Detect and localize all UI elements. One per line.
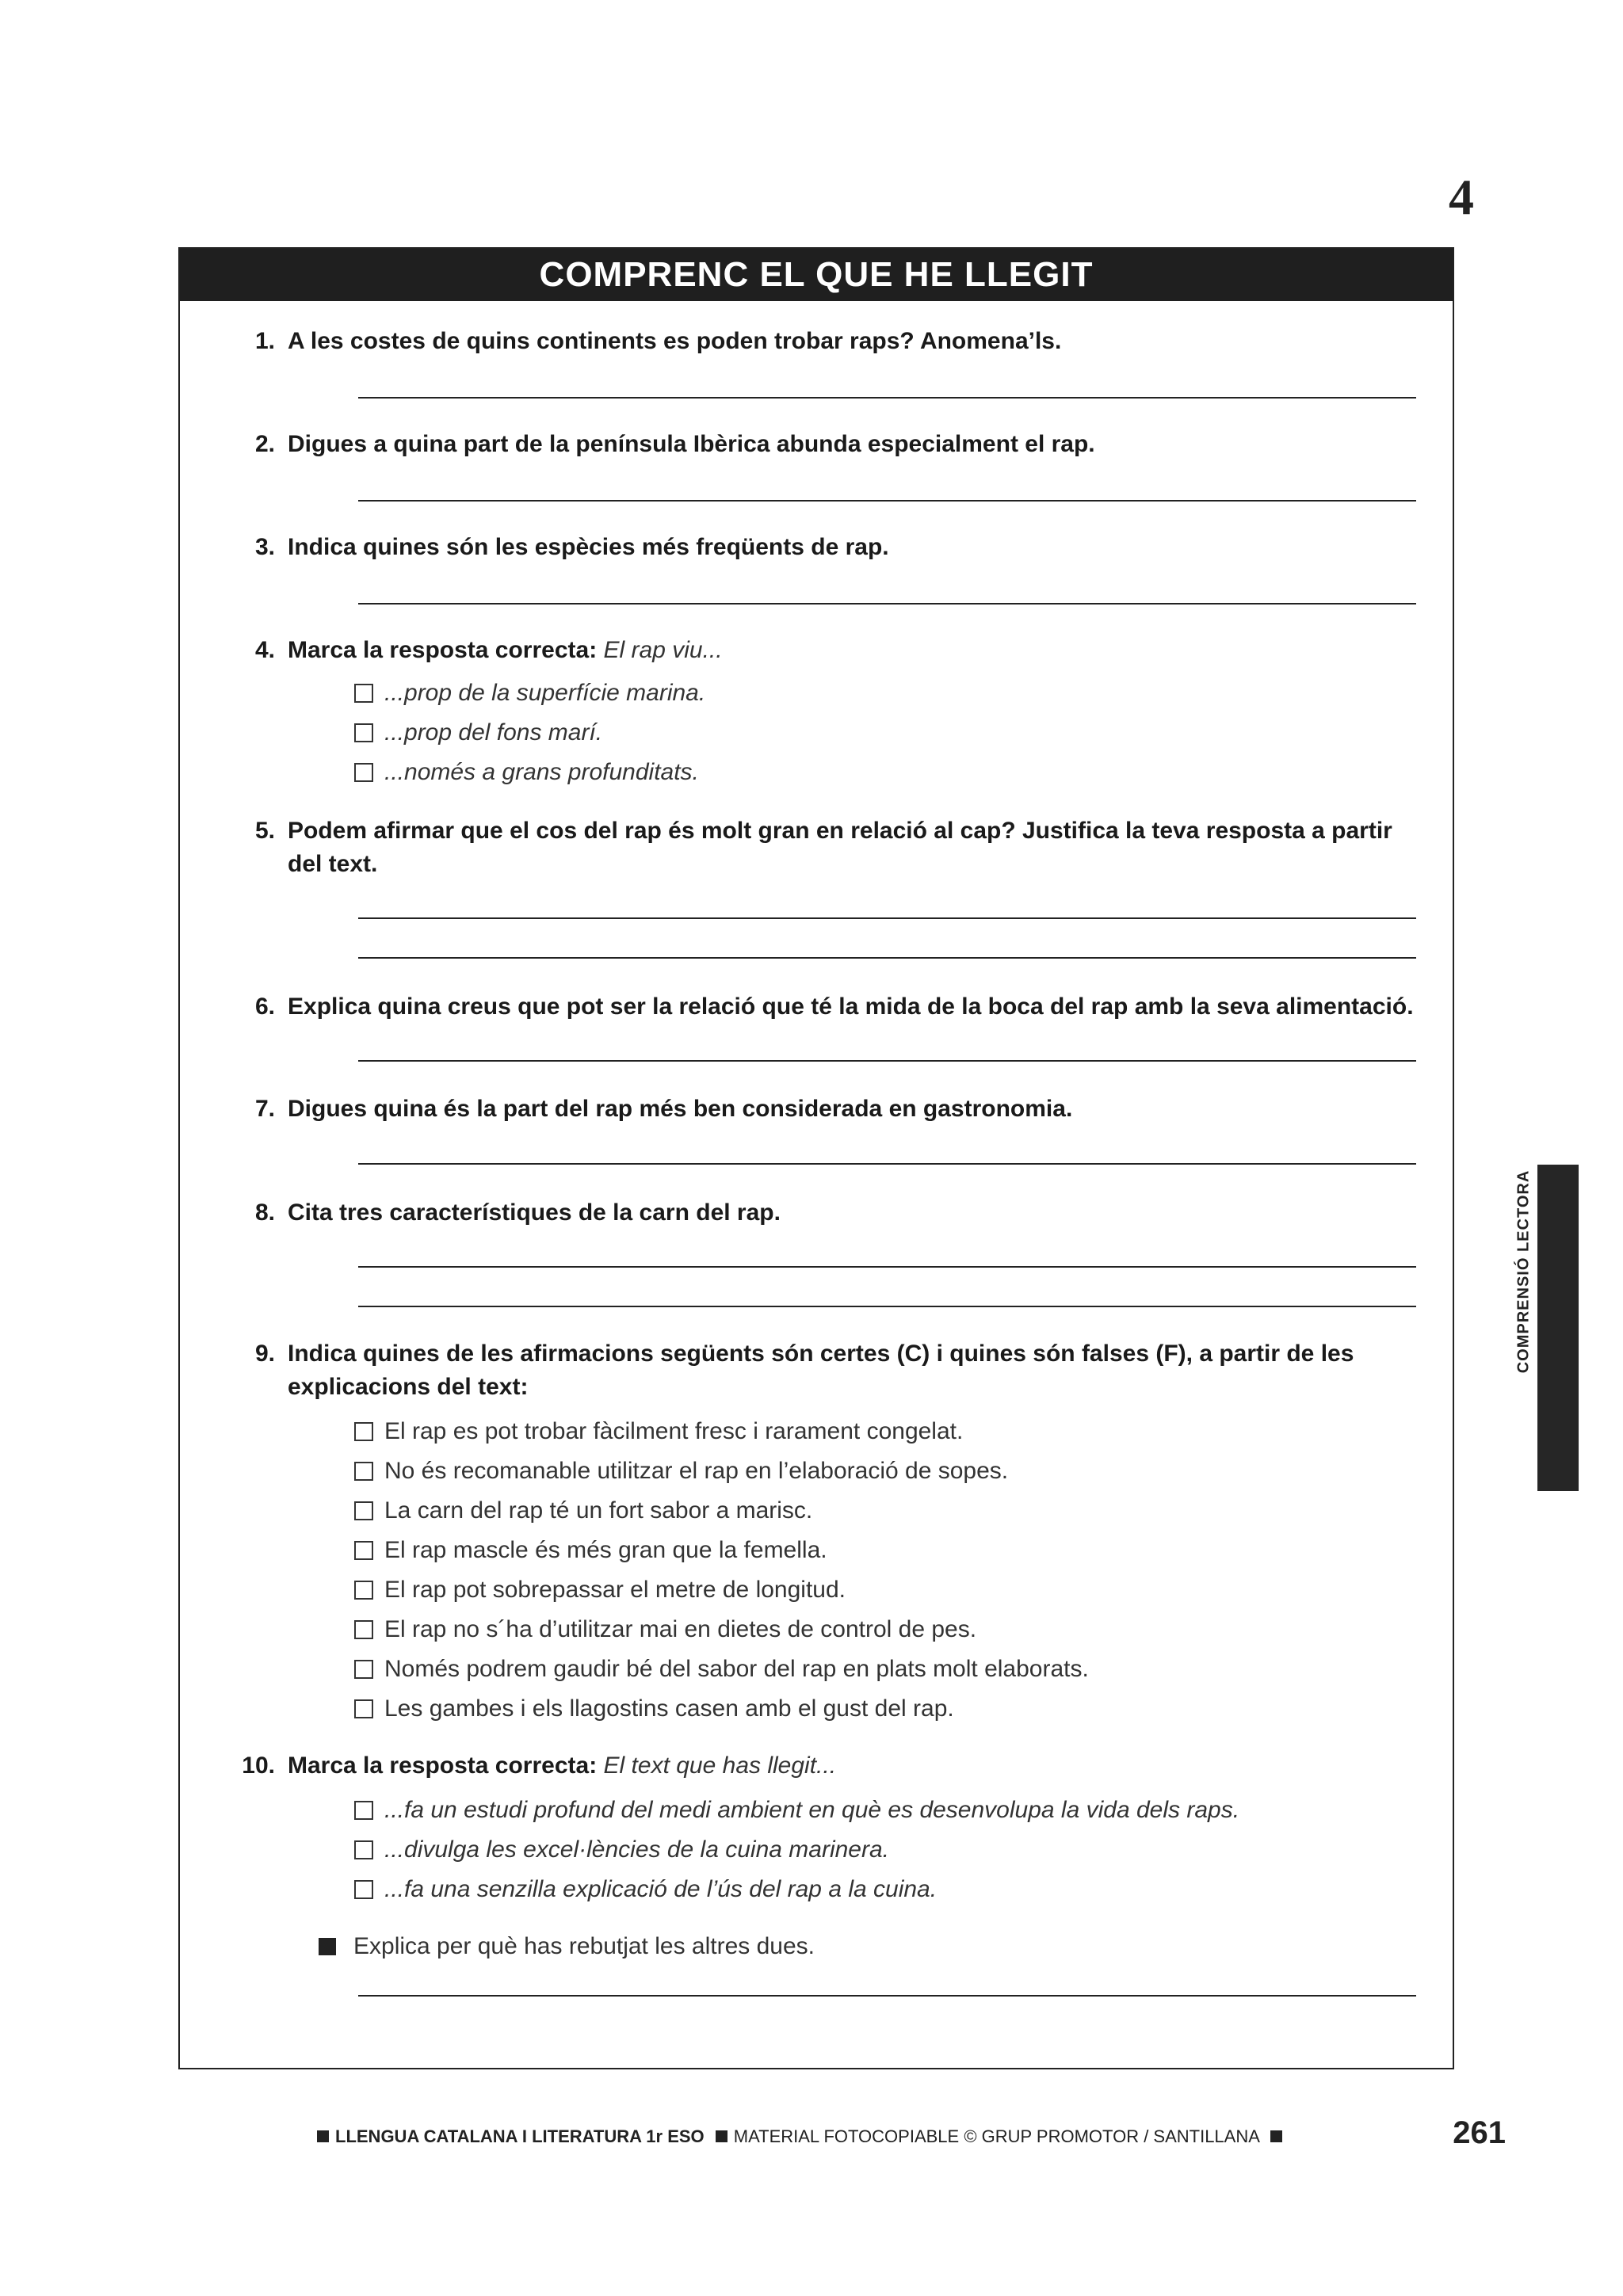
question-text: Indica quines de les afirmacions següents són certes (C) i quines són falses (F), a partir de les explicacions del text:	[288, 1341, 1354, 1400]
question-number: 5.	[254, 818, 275, 844]
option-label: ...prop del fons marí.	[384, 719, 603, 746]
side-tab	[1537, 1165, 1579, 1491]
answer-line[interactable]	[358, 1995, 1416, 1997]
checkbox-icon[interactable]	[354, 1880, 373, 1899]
question-number: 3.	[254, 534, 275, 560]
option-label: ...divulga les excel·lències de la cuina marinera.	[384, 1836, 889, 1863]
question-4	[212, 634, 1432, 667]
question-text: Marca la resposta correcta:	[288, 637, 598, 663]
option-label: El rap no s´ha d’utilitzar mai en dietes de control de pes.	[384, 1616, 977, 1642]
option-checkbox[interactable]	[354, 677, 705, 710]
followup-text: Explica per què has rebutjat les altres dues.	[353, 1933, 815, 1959]
unit-number: 4	[1449, 169, 1474, 225]
question-2	[212, 428, 1432, 461]
checkbox-icon[interactable]	[354, 763, 373, 782]
worksheet-frame	[178, 247, 1454, 2069]
answer-line[interactable]	[358, 1060, 1416, 1062]
section-title: COMPRENC EL QUE HE LLEGIT	[180, 249, 1453, 301]
question-prompt: El rap viu...	[603, 637, 723, 663]
question-6	[212, 990, 1432, 1024]
question-number: 6.	[254, 994, 275, 1020]
footer-book-title: LLENGUA CATALANA I LITERATURA 1r ESO	[335, 2126, 705, 2146]
question-text: Marca la resposta correcta:	[288, 1753, 598, 1779]
question-7	[212, 1093, 1432, 1126]
answer-line[interactable]	[358, 500, 1416, 502]
checkbox-icon[interactable]	[354, 1422, 373, 1441]
checkbox-icon[interactable]	[354, 1501, 373, 1520]
footer	[317, 2125, 1289, 2149]
option-label: Les gambes i els llagostins casen amb el gust del rap.	[384, 1695, 954, 1722]
square-bullet-icon	[1270, 2130, 1282, 2142]
square-bullet-icon	[716, 2130, 727, 2142]
option-label: La carn del rap té un fort sabor a marisc.	[384, 1497, 813, 1524]
side-label-text: COMPRENSIÓ LECTORA	[1514, 1169, 1533, 1374]
checkbox-icon[interactable]	[354, 723, 373, 742]
checkbox-icon[interactable]	[354, 1660, 373, 1679]
checkbox-icon[interactable]	[354, 684, 373, 703]
option-checkbox[interactable]	[354, 1573, 846, 1607]
question-prompt: El text que has llegit...	[603, 1753, 837, 1779]
checkbox-icon[interactable]	[354, 1620, 373, 1639]
question-number: 10.	[242, 1753, 275, 1779]
option-label: ...fa una senzilla explicació de l’ús del rap a la cuina.	[384, 1876, 938, 1902]
answer-line[interactable]	[358, 603, 1416, 605]
question-number: 9.	[254, 1341, 275, 1367]
question-text: Explica quina creus que pot ser la relació que té la mida de la boca del rap amb la seva alimentació.	[288, 994, 1414, 1020]
question-9	[212, 1337, 1432, 1404]
checkbox-icon[interactable]	[354, 1840, 373, 1859]
question-1	[212, 325, 1432, 358]
question-text: Podem afirmar que el cos del rap és molt gran en relació al cap? Justifica la teva resposta a partir del text.	[288, 818, 1392, 877]
answer-line[interactable]	[358, 397, 1416, 399]
option-label: ...prop de la superfície marina.	[384, 680, 706, 706]
option-checkbox[interactable]	[354, 716, 602, 749]
question-text: Cita tres característiques de la carn del rap.	[288, 1199, 781, 1226]
footer-copyright: MATERIAL FOTOCOPIABLE © GRUP PROMOTOR / SANTILLANA	[733, 2126, 1259, 2146]
question-8	[212, 1196, 1432, 1230]
option-checkbox[interactable]	[354, 1794, 1239, 1827]
question-3	[212, 531, 1432, 564]
answer-line[interactable]	[358, 1306, 1416, 1307]
option-checkbox[interactable]	[354, 1873, 937, 1906]
option-checkbox[interactable]	[354, 1613, 976, 1646]
answer-line[interactable]	[358, 957, 1416, 959]
question-number: 2.	[254, 431, 275, 457]
option-label: El rap es pot trobar fàcilment fresc i rarament congelat.	[384, 1418, 964, 1444]
option-checkbox[interactable]	[354, 1653, 1089, 1686]
side-label	[1516, 1165, 1532, 1379]
page-number: 261	[1453, 2115, 1506, 2150]
question-number: 8.	[254, 1199, 275, 1226]
question-number: 1.	[254, 328, 275, 354]
checkbox-icon[interactable]	[354, 1801, 373, 1820]
checkbox-icon[interactable]	[354, 1581, 373, 1600]
answer-line[interactable]	[358, 917, 1416, 919]
option-checkbox[interactable]	[354, 1494, 812, 1527]
followup-prompt	[319, 1930, 815, 1963]
question-text: Indica quines són les espècies més freqüents de rap.	[288, 534, 889, 560]
option-label: El rap mascle és més gran que la femella.	[384, 1537, 827, 1563]
option-checkbox[interactable]	[354, 1455, 1008, 1488]
answer-line[interactable]	[358, 1266, 1416, 1268]
option-checkbox[interactable]	[354, 1833, 889, 1867]
checkbox-icon[interactable]	[354, 1462, 373, 1481]
question-5	[212, 814, 1432, 881]
option-checkbox[interactable]	[354, 756, 699, 789]
option-label: Només podrem gaudir bé del sabor del rap en plats molt elaborats.	[384, 1656, 1089, 1682]
question-10	[212, 1749, 1432, 1783]
question-number: 4.	[254, 637, 275, 663]
question-text: Digues a quina part de la península Ibèrica abunda especialment el rap.	[288, 431, 1095, 457]
square-bullet-icon	[319, 1938, 336, 1955]
question-text: A les costes de quins continents es poden trobar raps? Anomena’ls.	[288, 328, 1062, 354]
option-label: ...fa un estudi profund del medi ambient en què es desenvolupa la vida dels raps.	[384, 1797, 1240, 1823]
option-label: ...només a grans profunditats.	[384, 759, 699, 785]
option-checkbox[interactable]	[354, 1415, 963, 1448]
option-label: El rap pot sobrepassar el metre de longitud.	[384, 1577, 846, 1603]
option-label: No és recomanable utilitzar el rap en l’elaboració de sopes.	[384, 1458, 1009, 1484]
checkbox-icon[interactable]	[354, 1699, 373, 1718]
option-checkbox[interactable]	[354, 1534, 827, 1567]
square-bullet-icon	[317, 2130, 329, 2142]
checkbox-icon[interactable]	[354, 1541, 373, 1560]
question-number: 7.	[254, 1096, 275, 1122]
option-checkbox[interactable]	[354, 1692, 954, 1726]
question-text: Digues quina és la part del rap més ben considerada en gastronomia.	[288, 1096, 1073, 1122]
answer-line[interactable]	[358, 1163, 1416, 1165]
